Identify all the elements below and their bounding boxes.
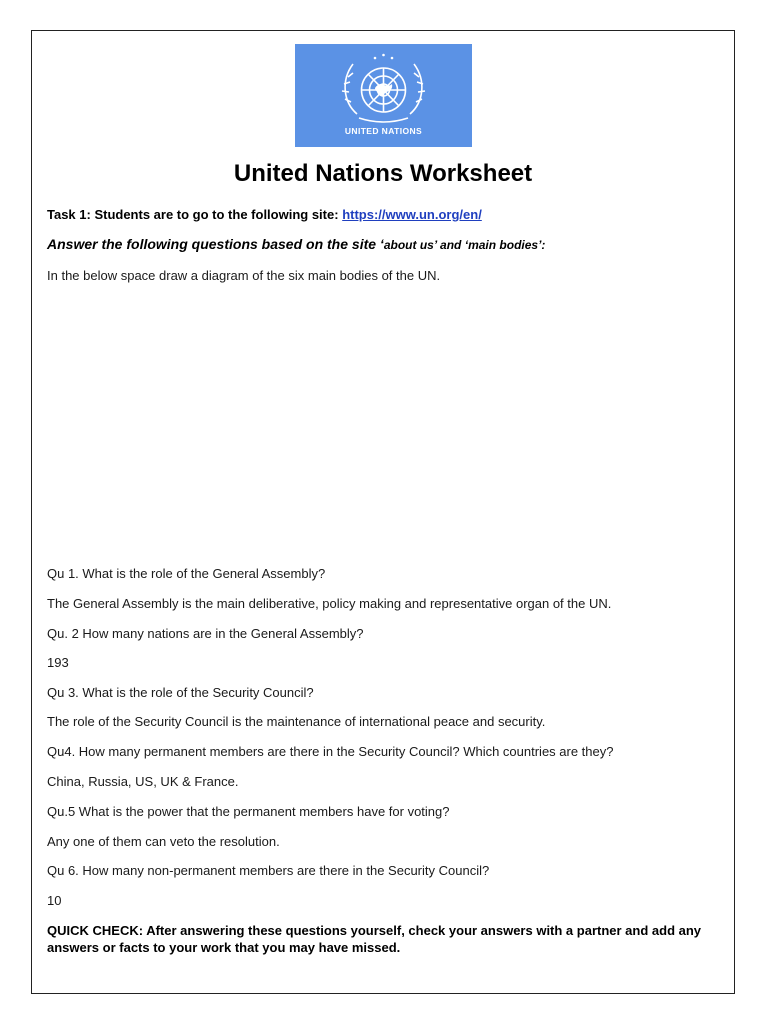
diagram-prompt: In the below space draw a diagram of the six main bodies of the UN. xyxy=(47,268,441,283)
question-1: Qu 1. What is the role of the General Assembly? xyxy=(47,566,326,581)
answer-1: The General Assembly is the main deliberative, policy making and representative organ of the UN. xyxy=(47,596,612,611)
instruction-prefix: Answer the following questions based on the site ‘ xyxy=(47,236,384,252)
logo-caption: UNITED NATIONS xyxy=(344,126,423,136)
answer-4: China, Russia, US, UK & France. xyxy=(47,774,239,789)
answer-2: 193 xyxy=(47,655,69,670)
quick-check-label: QUICK CHECK: xyxy=(47,923,144,938)
quick-check-text: After answering these questions yourself, check your answers with a partner and add any answers or facts to your work that you may have missed. xyxy=(47,923,702,955)
question-4: Qu4. How many permanent members are there in the Security Council? Which countries are they? xyxy=(47,744,614,759)
question-6: Qu 6. How many non-permanent members are there in the Security Council? xyxy=(47,863,490,878)
quick-check xyxy=(47,922,717,956)
question-5: Qu.5 What is the power that the permanent members have for voting? xyxy=(47,804,450,819)
un-logo xyxy=(295,44,472,147)
instruction-middle: ’ and ‘ xyxy=(433,238,469,252)
page-title: United Nations Worksheet xyxy=(233,160,533,187)
diagram-drawing-area[interactable] xyxy=(47,292,719,554)
un-site-link[interactable]: https://www.un.org/en/ xyxy=(342,207,482,222)
task-line xyxy=(47,207,482,222)
answer-6: 10 xyxy=(47,893,62,908)
instruction-about-us: about us xyxy=(383,238,434,252)
question-2: Qu. 2 How many nations are in the General Assembly? xyxy=(47,626,364,641)
answer-3: The role of the Security Council is the maintenance of international peace and security. xyxy=(47,714,546,729)
answer-5: Any one of them can veto the resolution. xyxy=(47,834,280,849)
task-label: Task 1: Students are to go to the following site: xyxy=(47,207,339,222)
question-3: Qu 3. What is the role of the Security Council? xyxy=(47,685,314,700)
instruction-line xyxy=(47,236,545,252)
instruction-suffix: ’: xyxy=(538,238,546,252)
instruction-main-bodies: main bodies xyxy=(468,238,539,252)
